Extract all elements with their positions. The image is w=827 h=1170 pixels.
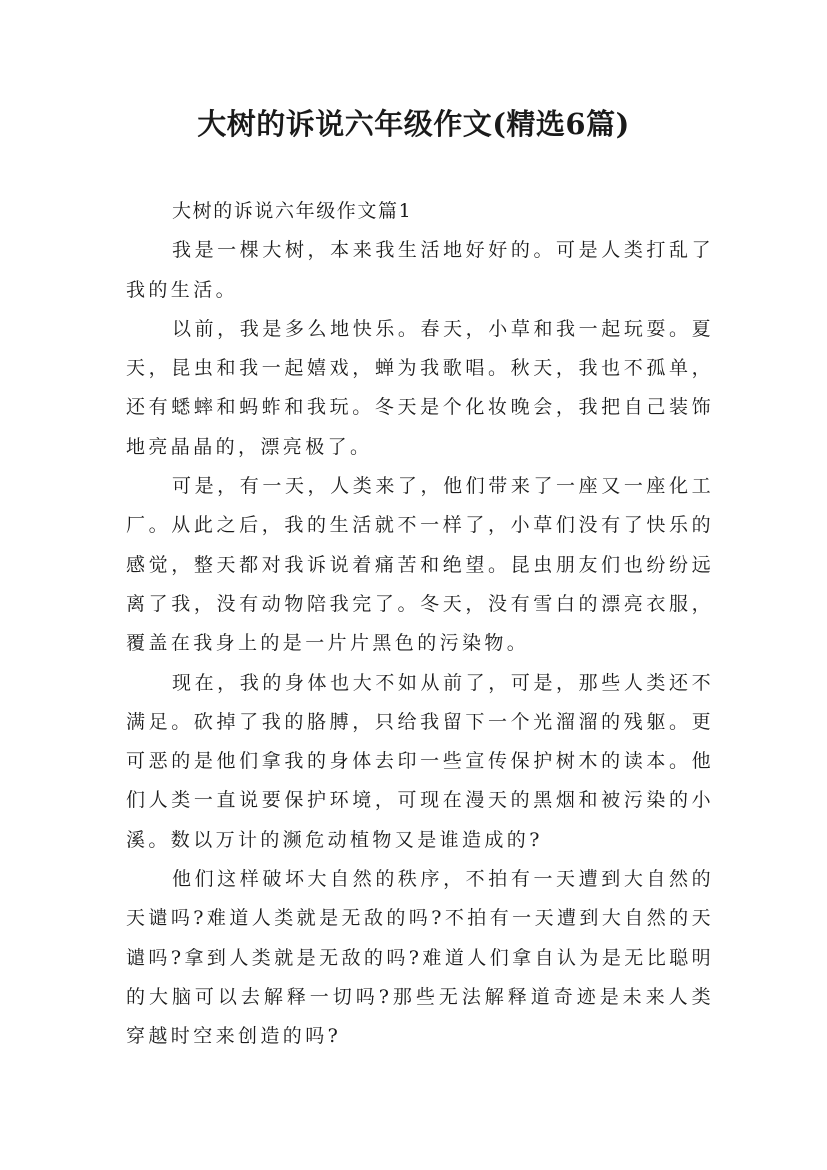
paragraph: 他们这样破坏大自然的秩序，不拍有一天遭到大自然的天谴吗?难道人类就是无敌的吗?不拍有一天遭到大自然的天谴吗?拿到人类就是无敌的吗?难道人们拿自认为是无比聪明的大脑可以去解释一切吗?那些无法解释道奇迹是未来人类穿越时空来创造的吗? (126, 868, 714, 1048)
paragraph: 现在，我的身体也大不如从前了，可是，那些人类还不满足。砍掉了我的胳膊，只给我留下一个光溜溜的残躯。更可恶的是他们拿我的身体去印一些宣传保护树木的读本。他们人类一直说要保护环境，可现在漫天的黑烟和被污染的小溪。数以万计的濒危动植物又是谁造成的? (126, 671, 714, 851)
document-title: 大树的诉说六年级作文(精选6篇) (197, 107, 630, 141)
document-body (126, 192, 714, 1057)
section-heading: 大树的诉说六年级作文篇1 (172, 200, 413, 222)
paragraph: 可是，有一天，人类来了，他们带来了一座又一座化工厂。从此之后，我的生活就不一样了，小草们没有了快乐的感觉，整天都对我诉说着痛苦和绝望。昆虫朋友们也纷纷远离了我，没有动物陪我完了。冬天，没有雪白的漂亮衣服，覆盖在我身上的是一片片黑色的污染物。 (126, 475, 714, 655)
paragraph: 以前，我是多么地快乐。春天，小草和我一起玩耍。夏天，昆虫和我一起嬉戏，蝉为我歌唱。秋天，我也不孤单，还有蟋蟀和蚂蚱和我玩。冬天是个化妆晚会，我把自己装饰地亮晶晶的，漂亮极了。 (126, 317, 714, 458)
paragraph: 我是一棵大树，本来我生活地好好的。可是人类打乱了我的生活。 (126, 239, 714, 301)
